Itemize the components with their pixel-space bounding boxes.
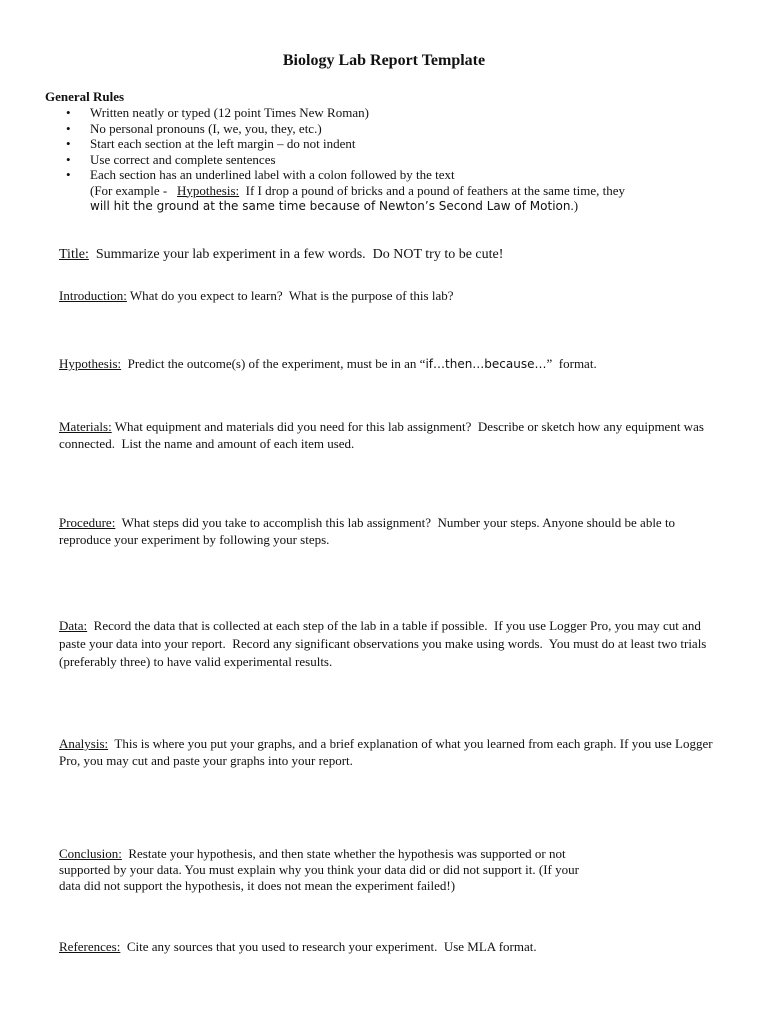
section-text: data did not support the hypothesis, it does not mean the experiment failed!) [59,878,456,893]
example-suffix: .) [570,198,579,213]
section-text: Summarize your lab experiment in a few words. Do NOT try to be cute! [88,247,504,262]
section-materials [59,418,727,452]
section-text: This is where you put your graphs, and a brief explanation of what you learned from each graph. If you use Logger Pro, you may cut and paste your graphs into your report. [59,736,716,768]
example-text-a: If I drop a pound of bricks and a pound of feathers at the same time, they [239,182,626,198]
rule-item [0,105,720,121]
hypothesis-format: if…then…because… [425,357,547,371]
section-text: supported by your data. You must explain why you think your data did or did not support it. (If your [59,862,579,877]
section-text: What equipment and materials did you need for this lab assignment? Describe or sketch how any equipment was connected. List the name and amount of each item used. [59,419,708,451]
section-label: Procedure: [59,515,116,530]
bullet-icon: • [66,136,71,151]
section-label: References: [59,939,121,954]
rule-text: Each section has an underlined label with a colon followed by the text [90,167,455,182]
section-label: Data: [59,618,88,633]
section-procedure [59,514,727,548]
section-text: Cite any sources that you used to research your experiment. Use MLA format. [120,939,537,954]
rule-text: Use correct and complete sentences [90,151,276,167]
rule-example [0,183,720,215]
section-references [59,938,727,955]
section-analysis [59,735,727,769]
section-conclusion [59,846,727,894]
section-label: Hypothesis: [59,356,122,371]
section-label: Materials: [59,419,112,434]
section-label: Analysis: [59,736,109,751]
rule-item [0,136,720,152]
rule-item [0,167,720,183]
section-data [59,617,727,671]
section-label: Conclusion: [59,846,122,861]
bullet-icon: • [66,120,71,136]
section-text: Restate your hypothesis, and then state whether the hypothesis was supported or not [121,846,566,861]
section-label: Title: [59,247,89,262]
bullet-icon: • [66,167,71,182]
example-text-b: will hit the ground at the same time because of Newton’s Second Law of Motion [90,199,571,213]
section-text: ” format. [546,356,597,371]
section-text: Record the data that is collected at each step of the lab in a table if possible. If you use Logger Pro, you may cut and paste your data into your report. Record any significant observations you make using words. You must do at least two trials (preferably three) to have valid experimental results. [59,618,710,669]
bullet-icon: • [66,105,71,120]
rule-item [0,152,720,168]
section-text: What steps did you take to accomplish this lab assignment? Number your steps. Anyone should be able to reproduce your experiment by following your steps. [59,515,679,547]
section-text: What do you expect to learn? What is the purpose of this lab? [126,288,454,303]
example-prefix: (For example - [90,182,178,198]
rule-text: No personal pronouns (I, we, you, they, etc.) [90,120,322,136]
general-rules-heading: General Rules [45,89,125,104]
document-title: Biology Lab Report Template [282,52,486,69]
bullet-icon: • [66,151,71,167]
section-hypothesis [59,355,727,373]
section-text: Predict the outcome(s) of the experiment, must be in an “ [121,356,426,371]
rule-text: Start each section at the left margin – do not indent [90,136,356,151]
example-label: Hypothesis: [177,182,240,198]
section-label: Introduction: [59,288,127,303]
general-rules-list [0,105,768,215]
section-introduction [59,287,727,304]
rule-item [0,121,720,137]
rule-text: Written neatly or typed (12 point Times New Roman) [90,105,369,120]
section-title [59,246,727,263]
